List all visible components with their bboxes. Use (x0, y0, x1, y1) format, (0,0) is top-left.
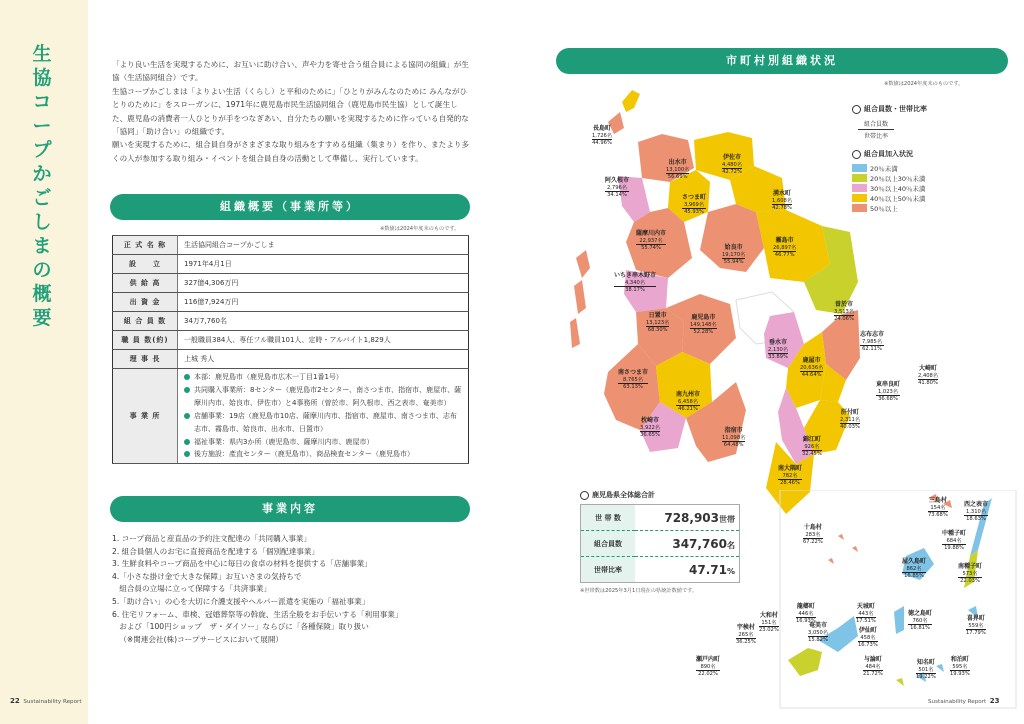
municipality-label (840, 410, 860, 431)
table-row (113, 293, 469, 312)
legend-label: 50％以上 (870, 204, 898, 213)
municipality-ratio: 22.02% (698, 671, 718, 678)
municipality-label (834, 302, 854, 323)
legend-swatch (852, 174, 867, 182)
municipality-members: 265名 (736, 632, 756, 640)
table-row (113, 236, 469, 255)
row-key: 理 事 長 (113, 350, 178, 369)
row-key: 正 式 名 称 (113, 236, 178, 255)
municipality-label (722, 155, 742, 176)
intro-paragraph: 生協コープかごしまは「よりよい生活（くらし）と平和のために」「ひとりがみんなのために みんながひとりのために」をスローガンに、1971年に鹿児島市民生活協同組合（鹿児島市民生協）として誕生した、鹿児島の消費者一人ひとりが手をつなぎあい、自分たちの願いを実現するために作っている自発的な「協同」「助け合い」の組織です。 (112, 86, 469, 137)
municipality-name: 和泊町 (950, 656, 969, 663)
municipality-name: 西之表市 (964, 501, 989, 508)
municipality-name: 志布志市 (860, 331, 885, 338)
municipality-ratio: 41.80% (918, 380, 938, 387)
municipality-ratio: 22.03% (960, 578, 980, 585)
municipality-ratio: 36.25% (736, 639, 756, 646)
overview-note: ※数値は2024年度末のものです。 (380, 226, 460, 232)
municipality-members: 684名 (942, 538, 966, 546)
municipality-label (966, 616, 986, 637)
municipality-label (918, 366, 938, 387)
totals-heading (580, 490, 742, 500)
map-note: ※数値は2024年度末のものです。 (884, 81, 964, 87)
office-text: 本部：鹿児島市（鹿児島市広木一丁目1番1号） (194, 373, 343, 381)
bullet-icon (184, 374, 190, 380)
municipality-ratio: 40.03% (840, 424, 860, 431)
municipality-name: 霧島市 (775, 237, 794, 244)
municipality-members: 13,100名 (666, 166, 690, 173)
office-item (184, 384, 462, 410)
office-list (178, 369, 469, 464)
office-text: 共同購入事業所：8センター（鹿児島市2センター、南さつま市、指宿市、鹿屋市、薩摩川内市、姶良市、伊佐市）と4事務所（曽於市、阿久根市、西之表市、奄美市） (194, 385, 462, 407)
municipality-name: 大崎町 (919, 365, 938, 372)
municipality-label (736, 625, 756, 646)
table-row (113, 331, 469, 350)
municipality-label (858, 628, 878, 649)
municipality-name: 鹿屋市 (802, 357, 821, 364)
municipality-members: 3,513名 (834, 308, 855, 315)
municipality-ratio: 24.06% (834, 316, 854, 323)
municipality-members: 862名 (902, 566, 926, 574)
footer-label: Sustainability Report (23, 699, 82, 705)
legend-ratio: 世帯比率 (864, 133, 889, 140)
page-number: 22 (10, 697, 20, 705)
office-text: 後方施設：產直センター（鹿児島市）、商品検査センター（鹿児島市） (194, 450, 414, 459)
municipality-label (690, 315, 717, 336)
municipality-members: 484名 (863, 664, 883, 672)
legend-sample (858, 118, 927, 141)
vertical-title: 生協コープかごしまの概要 (32, 43, 52, 329)
legend-title: 組合員加入状況 (864, 150, 913, 158)
legend-swatch (852, 164, 867, 172)
row-key: 供 給 高 (113, 274, 178, 293)
municipality-members: 2,130名 (768, 346, 789, 353)
legend-title: 組合員数・世帯比率 (864, 105, 927, 113)
overview-table (112, 235, 469, 464)
legend-swatch (852, 194, 867, 202)
municipality-name: 十島村 (803, 524, 822, 531)
municipality-ratio: 73.68% (928, 512, 948, 519)
municipality-name: 天城町 (856, 603, 875, 610)
municipality-name: 瀬戸内町 (696, 656, 721, 663)
value-unit: 名 (727, 540, 735, 550)
municipality-name: 三島村 (928, 497, 947, 504)
legend-item (852, 193, 927, 203)
municipality-members: 22,937名 (636, 238, 666, 246)
municipality-name: 南種子町 (958, 563, 983, 570)
municipality-ratio: 38.17% (625, 287, 645, 294)
business-item: 6. 住宅リフォーム、車検、冠婚葬祭等の斡旋、生活全般をお手伝いする「利用事業」 および「100円ショップ ザ・ダイソー」ならびに「各種保険」取り扱い （※関連会社(株)コープサービスにおいて展開） (112, 609, 403, 644)
municipality-ratio: 46.77% (774, 252, 795, 259)
table-row (113, 312, 469, 331)
legend-item (852, 183, 927, 193)
municipality-members: 446名 (796, 611, 816, 619)
totals-title: 鹿児島県全体総合計 (592, 491, 655, 499)
municipality-members: 283名 (803, 532, 823, 540)
municipality-label (640, 418, 660, 439)
page-number: 23 (989, 697, 1000, 705)
municipality-label (908, 611, 932, 632)
municipality-members: 149,148名 (690, 321, 717, 328)
municipality-ratio: 15.82% (808, 637, 828, 644)
municipality-name: さつま町 (682, 194, 707, 201)
municipality-members: 595名 (950, 664, 970, 672)
municipality-name: 南さつま市 (618, 369, 649, 376)
value-unit: % (726, 566, 735, 576)
municipality-members: 13,123名 (646, 319, 670, 326)
value-number: 728,903 (664, 510, 719, 525)
row-value (635, 505, 740, 531)
table-row (113, 255, 469, 274)
row-value: 上城 秀人 (178, 350, 469, 369)
region-setouchi (788, 648, 822, 676)
municipality-name: 鹿児島市 (691, 314, 716, 321)
municipality-ratio: 16.81% (910, 625, 930, 632)
totals-table (580, 504, 740, 583)
municipality-members: 573名 (958, 571, 982, 579)
table-row (113, 274, 469, 293)
region-toshima (828, 534, 858, 564)
region-koshiki (570, 250, 590, 348)
region-yoron (896, 678, 904, 686)
municipality-label (928, 498, 948, 519)
municipality-label (773, 238, 796, 259)
legend-item (852, 203, 927, 213)
municipality-members: 8,765名 (618, 377, 648, 385)
value-number: 47.71 (689, 562, 727, 577)
footer-left (10, 697, 82, 705)
municipality-name: 肝付町 (841, 409, 860, 416)
municipality-name: 屋久島町 (902, 558, 927, 565)
circle-icon (852, 105, 861, 114)
table-row (581, 505, 740, 531)
municipality-label (860, 332, 884, 353)
municipality-name: 薩摩川内市 (636, 230, 667, 237)
totals-note: ※世帯数は2025年3月1日現在の県統計数値です。 (580, 588, 698, 594)
municipality-members: 782名 (778, 473, 802, 481)
municipality-label (666, 160, 689, 181)
bullet-icon (184, 413, 190, 419)
municipality-ratio: 56.69% (667, 174, 688, 181)
municipality-members: 6,458名 (677, 398, 699, 405)
municipality-ratio: 64.48% (723, 442, 744, 449)
municipality-name: 伊仙町 (858, 627, 877, 634)
row-key: 事 業 所 (113, 369, 178, 464)
municipality-name: 日置市 (648, 312, 667, 319)
municipality-name: 龍郷町 (796, 603, 815, 610)
municipality-members: 26,897名 (773, 244, 797, 251)
municipality-ratio: 21.72% (863, 671, 883, 678)
municipality-members: 760名 (908, 618, 932, 626)
municipality-label (803, 525, 823, 546)
region-tokunoshima (894, 606, 904, 634)
office-item (184, 410, 462, 436)
municipality-ratio: 44.96% (592, 140, 612, 147)
municipality-ratio: 17.79% (966, 630, 986, 637)
bullet-icon (184, 451, 190, 457)
row-value: 生活協同組合コープかごしま (178, 236, 469, 255)
circle-icon (852, 150, 861, 159)
municipality-ratio: 34.14% (607, 192, 627, 199)
legend-item (852, 173, 927, 183)
municipality-ratio: 28.46% (780, 480, 800, 487)
municipality-members: 2,311名 (840, 416, 861, 423)
municipality-label (863, 657, 883, 678)
legend-label: 20％未満 (870, 164, 898, 173)
table-row (581, 557, 740, 583)
business-item: 4.「小さな掛け金で大きな保障」お互いさまの気持ちで 組合員の立場に立って保障する「共済事業」 (112, 571, 302, 594)
municipality-label (722, 428, 745, 449)
municipality-members: 11,098名 (722, 434, 746, 441)
municipality-label (682, 195, 706, 216)
municipality-members: 20,636名 (800, 364, 824, 371)
office-item (184, 436, 462, 449)
legend-swatch (852, 184, 867, 192)
municipality-label (614, 273, 656, 294)
intro-paragraph: 願いを実現するために、組合員自身がさまざまな取り組みをすすめる組織（集まり）を作り、またより多くの人が参加する取り組み・イベントを組合員自身の活動として準備し、実行しています。 (112, 140, 469, 163)
municipality-name: 伊佐市 (723, 154, 742, 161)
municipality-label (722, 245, 745, 266)
row-value (635, 531, 740, 557)
municipality-members: 1,726名 (592, 132, 613, 139)
business-item: 2. 組合員個人のお宅に直接商品を配達する「個別配達事業」 (112, 546, 320, 556)
row-value: 1971年4月1日 (178, 255, 469, 274)
municipality-label (618, 370, 648, 391)
municipality-ratio: 46.21% (678, 406, 698, 413)
intro-text (112, 58, 470, 165)
municipality-ratio: 67.22% (803, 539, 823, 546)
municipality-ratio: 44.64% (801, 372, 822, 379)
municipality-ratio: 19.22% (916, 674, 936, 681)
legend-heading (852, 149, 927, 159)
municipality-members: 151名 (759, 620, 779, 628)
office-text: 福祉事業：県内3か所（鹿児島市、薩摩川内市、鹿屋市） (194, 437, 374, 446)
municipality-label (950, 657, 970, 678)
municipality-name: 東串良町 (876, 381, 901, 388)
municipality-members: 3,969名 (683, 201, 705, 208)
municipality-ratio: 52.28% (693, 329, 714, 336)
business-heading: 事業内容 (110, 496, 470, 522)
municipality-ratio: 18.63% (966, 516, 986, 523)
table-row (113, 350, 469, 369)
municipality-name: 指宿市 (724, 427, 743, 434)
municipality-members: 3,050名 (808, 629, 829, 636)
footer-label: Sustainability Report (928, 699, 987, 705)
intro-paragraph: 「より良い生活を実現するために、お互いに助け合い、声や力を寄せ合う組合員による協同の組織」が生協（生活協同組合）です。 (112, 60, 469, 83)
municipality-ratio: 16.93% (796, 618, 816, 625)
municipality-label (916, 660, 936, 681)
municipality-members: 19,170名 (722, 251, 746, 258)
bullet-icon (184, 439, 190, 445)
municipality-name: 与論町 (863, 656, 882, 663)
value-number: 347,760 (672, 536, 727, 551)
legend-label: 20％以上30％未満 (870, 174, 926, 183)
table-row (581, 531, 740, 557)
business-item: 5.「助け合い」の心を大切に介護支援やヘルパー派遣を実施の「福祉事業」 (112, 596, 370, 606)
municipality-label (876, 382, 900, 403)
municipality-name: 曽於市 (835, 301, 854, 308)
municipality-members: 3,922名 (640, 424, 661, 431)
municipality-members: 4,480名 (722, 161, 743, 168)
municipality-members: 1,023名 (877, 388, 899, 395)
island-inset-map (778, 490, 1018, 710)
row-value: 一般職員384人、専任フル職員101人、定時・アルバイト1,829人 (178, 331, 469, 350)
legend-label: 40％以上50％未満 (870, 194, 926, 203)
municipality-ratio: 55.74% (641, 245, 661, 252)
municipality-label (768, 340, 788, 361)
municipality-label (636, 231, 666, 252)
legend-swatch (852, 204, 867, 212)
value-unit: 世帯 (719, 514, 735, 524)
row-value: 34万7,760名 (178, 312, 469, 331)
row-value (635, 557, 740, 583)
municipality-members: 1,310名 (965, 508, 987, 515)
row-key: 組 合 員 数 (113, 312, 178, 331)
row-key: 組合員数 (581, 531, 636, 557)
municipality-name: 湧水町 (773, 190, 792, 197)
municipality-ratio: 16.73% (858, 642, 878, 649)
municipality-members: 501名 (916, 667, 936, 675)
municipality-name: 南大隅町 (778, 465, 803, 472)
municipality-name: 南九州市 (676, 391, 701, 398)
municipality-label (902, 559, 926, 580)
municipality-name: 錦江町 (802, 436, 821, 443)
municipality-label (942, 531, 966, 552)
municipality-name: 大和村 (759, 612, 778, 619)
municipality-ratio: 19.88% (944, 545, 964, 552)
municipality-label (856, 604, 876, 625)
municipality-name: 出水市 (668, 159, 687, 166)
municipality-name: 枕崎市 (641, 417, 660, 424)
municipality-name: 長島町 (593, 125, 612, 132)
municipality-name: 奄美市 (809, 622, 828, 629)
municipality-label (778, 466, 802, 487)
municipality-ratio: 33.89% (768, 354, 788, 361)
municipality-label (646, 313, 669, 334)
municipality-members: 154名 (928, 505, 948, 513)
office-item (184, 448, 462, 461)
municipality-ratio: 45.93% (684, 209, 704, 216)
municipality-ratio: 19.93% (950, 671, 970, 678)
map-legend (852, 104, 927, 213)
municipality-name: 垂水市 (769, 339, 788, 346)
circle-icon (580, 491, 589, 500)
legend-members: 組合員数 (858, 118, 894, 130)
municipality-name: 姶良市 (724, 244, 743, 251)
business-list (112, 533, 472, 646)
municipality-members: 2,408名 (918, 372, 939, 379)
municipality-label (802, 437, 822, 458)
municipality-label (808, 623, 828, 644)
office-text: 店舗事業：19店（鹿児島市10店、薩摩川内市、指宿市、鹿屋市、南さつま市、志布志市、霧島市、姶良市、出水市、日置市） (194, 411, 457, 433)
business-item: 1. コープ商品と産直品の予約注文配達の「共同購入事業」 (112, 534, 312, 543)
municipality-ratio: 17.51% (856, 618, 876, 625)
row-key: 世帯比率 (581, 557, 636, 583)
municipality-label (964, 502, 988, 523)
row-value: 327億4,306万円 (178, 274, 469, 293)
municipality-ratio: 36.65% (640, 432, 660, 439)
municipality-members: 4,340名 (614, 280, 656, 288)
municipality-name: 知名町 (916, 659, 935, 666)
business-item: 3. 生鮮食料やコープ商品を中心に毎日の食卓の材料を提供する「店舗事業」 (112, 559, 372, 569)
municipality-name: 阿久根市 (605, 177, 630, 184)
municipality-label (958, 564, 982, 585)
municipality-ratio: 68.30% (647, 327, 668, 334)
municipality-ratio: 16.85% (904, 573, 924, 580)
municipality-name: 中種子町 (942, 530, 967, 537)
municipality-label (696, 657, 720, 678)
municipality-label (676, 392, 700, 413)
municipality-label (800, 358, 823, 379)
municipality-members: 443名 (856, 611, 876, 619)
municipality-ratio: 55.94% (723, 259, 744, 266)
row-key: 出 資 金 (113, 293, 178, 312)
office-item (184, 371, 462, 384)
municipality-members: 926名 (802, 444, 822, 452)
row-key: 設 立 (113, 255, 178, 274)
municipality-ratio: 63.13% (623, 384, 643, 391)
municipality-ratio: 36.68% (878, 396, 898, 403)
municipality-label (759, 613, 779, 634)
legend-label: 30％以上40％未満 (870, 184, 926, 193)
municipality-label (772, 191, 792, 212)
legend-heading (852, 104, 927, 114)
map-heading: 市町村別組織状況 (556, 48, 1008, 74)
municipality-members: 2,796名 (606, 184, 628, 191)
municipality-members: 7,985名 (861, 338, 883, 345)
table-row (113, 369, 469, 464)
municipality-members: 890名 (696, 664, 720, 672)
municipality-ratio: 32.45% (802, 451, 822, 458)
municipality-name: 徳之島町 (908, 610, 933, 617)
municipality-label (592, 126, 612, 147)
row-value: 116億7,924万円 (178, 293, 469, 312)
municipality-name: 宇検村 (736, 624, 755, 631)
municipality-ratio: 42.72% (722, 169, 742, 176)
municipality-ratio: 62.11% (862, 346, 882, 353)
municipality-ratio: 23.02% (759, 627, 779, 634)
municipality-ratio: 42.78% (772, 205, 792, 212)
row-key: 職 員 数(約) (113, 331, 178, 350)
municipality-members: 458名 (858, 635, 878, 643)
region-nagashima (622, 90, 640, 112)
municipality-name: いちき串木野市 (614, 272, 657, 279)
legend-rows (852, 163, 927, 213)
totals-box (580, 490, 742, 594)
municipality-name: 喜界町 (966, 615, 985, 622)
municipality-members: 1,608名 (772, 197, 793, 204)
municipality-members: 559名 (966, 623, 986, 631)
overview-heading: 組織概要（事業所等） (110, 194, 470, 220)
row-key: 世 帯 数 (581, 505, 636, 531)
bullet-icon (184, 387, 190, 393)
municipality-label (605, 178, 629, 199)
legend-item (852, 163, 927, 173)
